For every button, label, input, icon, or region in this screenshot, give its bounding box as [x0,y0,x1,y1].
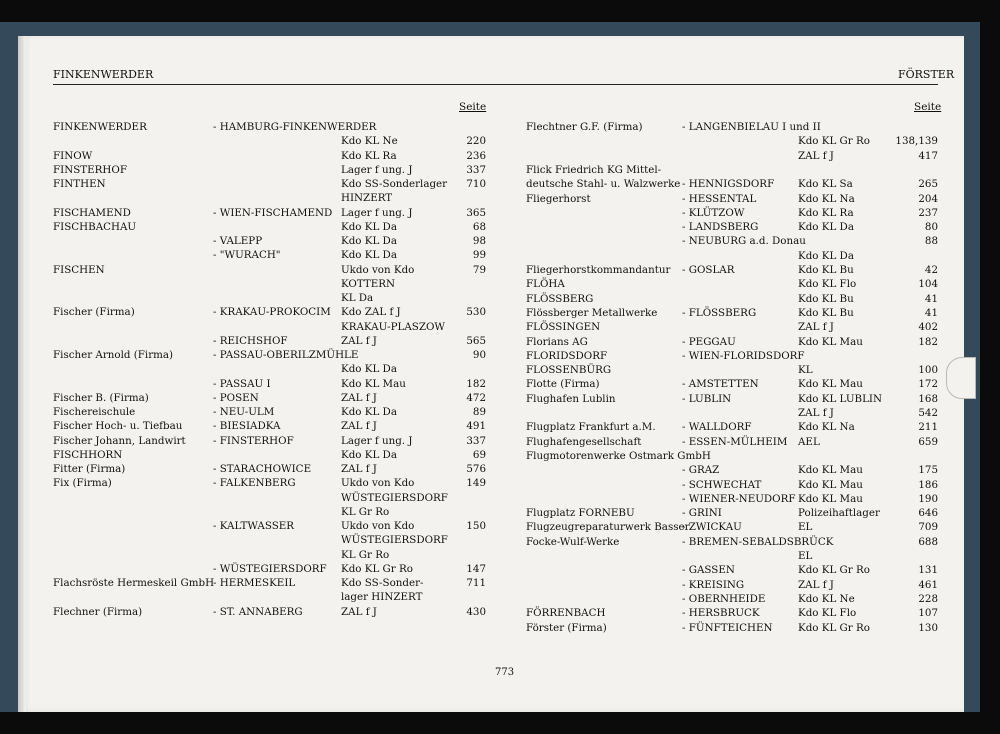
entry-page: 646 [918,507,938,520]
entry-name: FINKENWERDER [53,121,147,133]
entry-camp: Kdo KL Da [341,448,397,461]
entry-page: 711 [466,577,486,589]
entry-camp: Kdo KL Bu [798,264,854,276]
entry-camp: Kdo ZAL f J [341,306,401,319]
entry-name: Fischereischule [53,406,136,418]
entry-page: 98 [472,235,486,247]
entry-camp: Kdo KL Da [341,363,397,376]
entry-name: FISCHAMEND [53,206,131,219]
entry-camp: ZAL f J [798,578,834,591]
page-number: 773 [495,667,515,678]
entry-page: 90 [472,349,486,361]
entry-page: 337 [466,163,486,176]
seite-label-left: Seite [459,101,487,113]
entry-location: - WIENER-NEUDORF [682,492,796,505]
entry-name: Flick Friedrich KG Mittel- [526,163,662,176]
entry-name: Flugzeugreparaturwerk Basser [526,521,690,534]
entry-camp: Polizeihaftlager [798,507,880,520]
entry-location: - POSEN [213,391,259,404]
entry-page: 461 [918,578,938,591]
entry-location: - HERSBRUCK [682,607,760,620]
entry-location: - LUBLIN [682,392,732,405]
entry-camp: Kdo KL Bu [798,292,854,305]
entry-location: - PEGGAU [682,335,736,348]
header-rule [53,84,938,85]
entry-camp: ZAL f J [341,605,377,618]
entry-name: FISCHBACHAU [53,220,137,233]
entry-name: Flughafengesellschaft [526,435,642,448]
entry-camp: Kdo SS-Sonderlager [341,178,448,190]
entry-page: 175 [918,464,938,477]
entry-name: Förster (Firma) [526,621,607,634]
entry-location: - FINSTERHOF [213,434,294,447]
entry-camp: Kdo KL Da [341,249,397,262]
entry-page: 659 [918,435,938,448]
entry-page: 149 [466,477,486,490]
entry-location: - ZWICKAU [682,521,742,534]
entry-page: 99 [472,249,486,262]
entry-page: 107 [918,607,938,620]
entry-camp: HINZERT [341,192,393,205]
entry-page: 69 [472,448,486,461]
entry-location: - GASSEN [682,564,735,577]
entry-camp: Kdo KL Bu [798,306,854,319]
entry-name: FLÖSSINGEN [526,321,601,334]
entry-camp: Kdo KL Na [798,421,855,434]
entry-name: Flugplatz Frankfurt a.M. [526,421,656,434]
entry-name: Flechtner G.F. (Firma) [526,121,643,133]
entry-page: 237 [918,206,938,219]
entry-camp: ZAL f J [341,334,377,347]
entry-camp: KL Gr Ro [341,505,390,518]
entry-name: Flughafen Lublin [526,392,616,405]
entry-location: - ST. ANNABERG [213,605,303,618]
entry-page: 172 [918,378,938,391]
entry-page: 168 [918,392,938,405]
entry-page: 211 [918,421,938,434]
entry-name: FISCHHORN [53,448,123,461]
entry-location: - OBERNHEIDE [682,592,766,605]
entry-name: Flechner (Firma) [53,605,143,618]
entry-page: 100 [918,364,938,377]
entry-camp: Kdo KL Mau [798,478,863,491]
entry-location: - GRAZ [682,464,720,477]
entry-location: - ESSEN-MÜLHEIM [682,435,788,448]
entry-location: - LANDSBERG [682,221,759,234]
entry-location: - WIEN-FLORIDSDORF [682,349,805,362]
entry-name: FÖRRENBACH [526,607,606,620]
entry-camp: ZAL f J [341,420,377,433]
entry-location: - STARACHOWICE [213,463,312,475]
entry-camp: Lager f ung. J [341,434,413,447]
entry-camp: Kdo KL Da [798,249,854,262]
entry-page: 710 [466,178,486,190]
entry-location: - VALEPP [213,235,263,247]
entry-page: 417 [918,149,938,162]
entry-page: 530 [466,306,486,319]
entry-location: - KALTWASSER [213,520,295,532]
page-tab [946,357,976,399]
entry-camp: KL [798,364,813,377]
entry-name: FLOSSENBÜRG [526,364,612,377]
entry-page: 204 [918,192,938,205]
entry-camp: Ukdo von Kdo [341,477,415,490]
entry-camp: Kdo KL Ne [798,592,855,605]
entry-page: 220 [466,135,486,148]
entry-page: 150 [466,520,486,532]
entry-name: FLÖHA [526,278,565,291]
entry-page: 88 [924,235,938,248]
entry-name: Fix (Firma) [53,477,112,490]
entry-camp: EL [798,550,813,562]
entry-name: Fischer Hoch- u. Tiefbau [53,420,183,433]
entry-camp: lager HINZERT [341,591,423,604]
entry-camp: KL Gr Ro [341,548,390,561]
entry-location: - AMSTETTEN [682,378,759,391]
entry-location: - WÜSTEGIERSDORF [213,562,327,575]
entry-camp: Ukdo von Kdo [341,263,415,276]
entry-location: - "WURACH" [213,249,281,262]
entry-camp: Kdo KL Mau [798,492,863,505]
entry-name: Fischer (Firma) [53,306,135,319]
entry-location: - PASSAU I [213,377,271,390]
entry-camp: KOTTERN [341,277,396,290]
entry-location: - NEUBURG a.d. Donau [682,235,806,248]
entry-camp: Kdo KL Mau [341,377,406,390]
entry-camp: Kdo KL Da [341,406,397,418]
entry-camp: Kdo KL Ne [341,135,398,148]
entry-name: Focke-Wulf-Werke [526,535,620,548]
entry-page: 186 [918,478,938,491]
entry-location: - HAMBURG-FINKENWERDER [213,121,377,133]
entry-camp: Kdo KL Flo [798,607,857,620]
entry-page: 542 [918,407,938,419]
entry-page: 89 [472,406,486,418]
entry-camp: ZAL f J [798,407,834,419]
entry-camp: Kdo KL Ra [341,149,397,162]
seite-label-right: Seite [914,101,942,113]
entry-location: - PASSAU-OBERILZMÜHLE [213,349,359,361]
entry-camp: ZAL f J [798,149,834,162]
entry-name: FLÖSSBERG [526,292,594,305]
entry-page: 236 [466,149,486,162]
entry-name: Florians AG [526,335,588,348]
entry-page: 228 [918,592,938,605]
entry-camp: Lager f ung. J [341,206,413,219]
entry-camp: Kdo KL LUBLIN [798,392,882,405]
entry-name: Flugmotorenwerke Ostmark GmbH [526,449,711,462]
entry-name: Fliegerhorst [526,192,591,205]
entry-location: - FALKENBERG [213,477,296,490]
entry-camp: Kdo KL Flo [798,278,857,291]
entry-camp: Kdo KL Mau [798,464,863,477]
entry-camp: KL Da [341,292,374,304]
entry-name: Fitter (Firma) [53,463,126,475]
entry-location: - KLÜTZOW [682,206,745,219]
entry-page: 68 [472,220,486,233]
entry-page: 430 [466,605,486,618]
entry-camp: Kdo KL Gr Ro [341,562,413,575]
entry-camp: Ukdo von Kdo [341,520,415,532]
entry-page: 42 [924,264,938,276]
entry-camp: WÜSTEGIERSDORF [341,491,448,504]
entry-location: - HERMESKEIL [213,577,296,589]
entry-location: - SCHWECHAT [682,478,762,491]
entry-page: 80 [924,221,938,234]
entry-camp: AEL [798,435,820,448]
entry-page: 41 [924,292,938,305]
entry-camp: KRAKAU-PLASZOW [341,320,446,333]
entry-page: 265 [918,178,938,191]
entry-page: 130 [918,621,938,634]
entry-camp: Lager f ung. J [341,163,413,176]
entry-camp: Kdo KL Ra [798,206,854,219]
entry-camp: WÜSTEGIERSDORF [341,534,448,547]
entry-camp: EL [798,521,813,534]
entry-page: 190 [918,492,938,505]
entry-name: FINTHEN [53,178,106,190]
entry-page: 365 [466,206,486,219]
entry-name: Flugplatz FORNEBU [526,507,635,520]
entry-page: 491 [466,420,486,433]
entry-location: - FÜNFTEICHEN [682,621,773,634]
entry-name: Flössberger Metallwerke [526,306,658,319]
entry-camp: Kdo KL Da [341,235,397,247]
entry-camp: ZAL f J [341,391,377,404]
entry-page: 337 [466,434,486,447]
entry-location: - LANGENBIELAU I und II [682,121,821,133]
entry-location: - GRINI [682,507,722,520]
entry-camp: Kdo KL Gr Ro [798,621,870,634]
running-head-left: FINKENWERDER [53,68,154,81]
entry-camp: Kdo KL Na [798,192,855,205]
entry-camp: Kdo KL Da [798,221,854,234]
entry-page: 182 [918,335,938,348]
entry-location: - HESSENTAL [682,192,757,205]
entry-camp: ZAL f J [341,463,377,475]
entry-name: deutsche Stahl- u. Walzwerke [526,178,681,191]
entry-camp: Kdo SS-Sonder- [341,577,424,589]
entry-location: - GOSLAR [682,264,735,276]
entry-page: 472 [466,391,486,404]
entry-location: - WIEN-FISCHAMEND [213,206,333,219]
entry-page: 709 [918,521,938,534]
entry-name: FLORIDSDORF [526,349,608,362]
entry-page: 182 [466,377,486,390]
entry-camp: ZAL f J [798,321,834,334]
entry-page: 138,139 [895,135,938,148]
entry-name: Fischer B. (Firma) [53,391,149,404]
entry-name: Fischer Arnold (Firma) [53,349,174,361]
entry-camp: Kdo KL Gr Ro [798,564,870,577]
entry-camp: Kdo KL Mau [798,378,863,391]
entry-page: 131 [918,564,938,577]
entry-page: 576 [466,463,486,475]
entry-location: - FLÖSSBERG [682,306,757,319]
entry-page: 565 [466,334,486,347]
entry-page: 79 [472,263,486,276]
entry-camp: Kdo KL Da [341,220,397,233]
entry-camp: Kdo KL Gr Ro [798,135,870,148]
entry-page: 147 [466,562,486,575]
entry-name: FISCHEN [53,263,105,276]
entry-page: 688 [918,535,938,548]
entry-name: Flotte (Firma) [526,378,600,391]
entry-name: FINOW [53,149,93,162]
entry-location: - HENNIGSDORF [682,178,775,191]
entry-location: - REICHSHOF [213,334,288,347]
entry-name: Fischer Johann, Landwirt [53,434,186,447]
entry-name: Flachsröste Hermeskeil GmbH [53,577,215,589]
entry-name: Fliegerhorstkommandantur [526,264,671,276]
entry-location: - WALLDORF [682,421,752,434]
entry-location: - KREISING [682,578,745,591]
entry-page: 41 [924,306,938,319]
entry-location: - NEU-ULM [213,406,275,418]
entry-location: - BIESIADKA [213,420,281,433]
running-head-right: FÖRSTER [898,68,955,81]
entry-camp: Kdo KL Sa [798,178,853,191]
entry-page: 104 [918,278,938,291]
entry-camp: Kdo KL Mau [798,335,863,348]
entry-location: - BREMEN-SEBALDSBRÜCK [682,535,834,548]
entry-location: - KRAKAU-PROKOCIM [213,306,331,319]
entry-page: 402 [918,321,938,334]
entry-name: FINSTERHOF [53,163,127,176]
